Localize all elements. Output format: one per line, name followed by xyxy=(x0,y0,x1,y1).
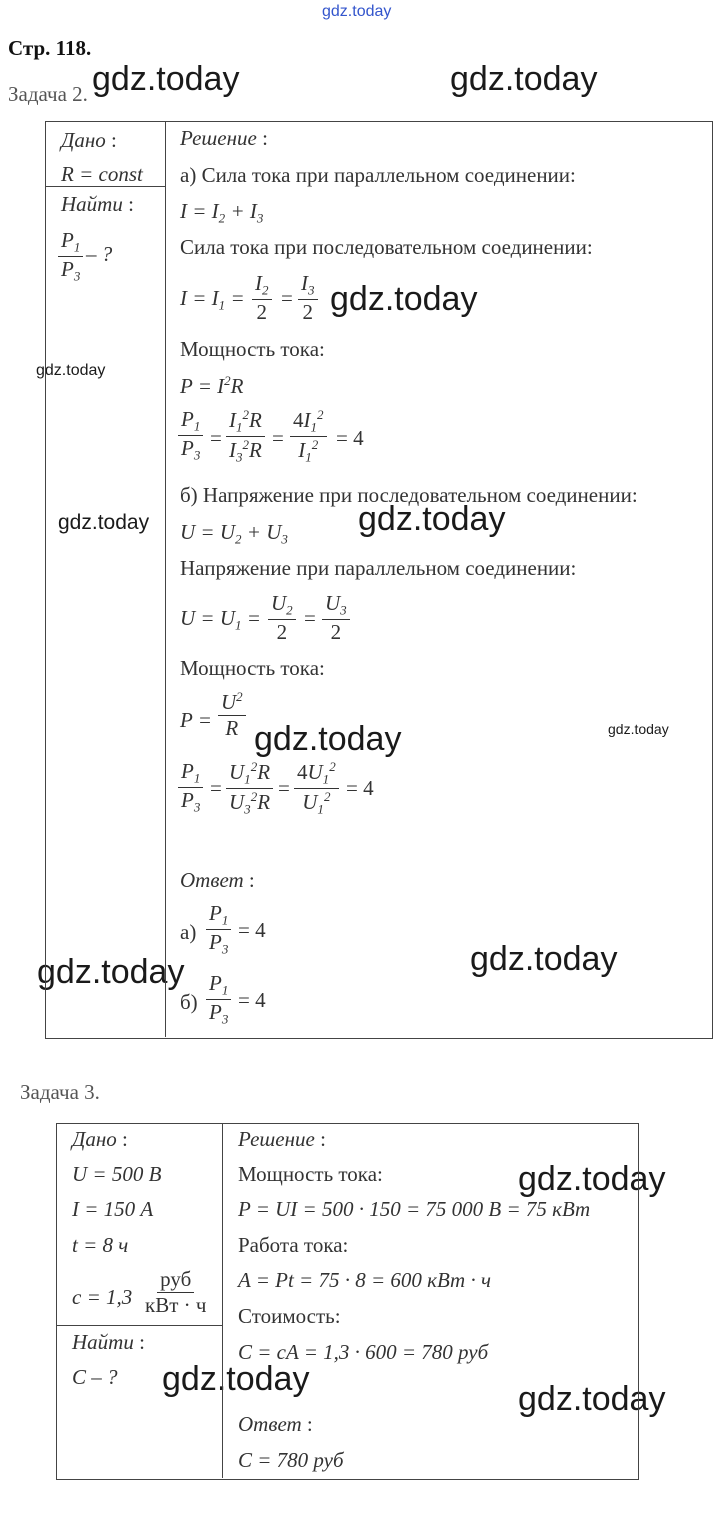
text-power: Мощность тока: xyxy=(180,337,325,361)
task3-work-formula: A = Pt = 75 · 8 = 600 кВт · ч xyxy=(238,1268,491,1292)
task3-find-label: Найти : xyxy=(72,1330,145,1354)
fraction-I-squared: $\frac{I_1^2R}{I_3^2R}$ xyxy=(226,408,265,464)
fraction-4I: $\frac{4I_1^2}{I_1^2}$ xyxy=(290,408,327,464)
given-U: U = 500 В xyxy=(72,1162,162,1186)
result-a: = 4 xyxy=(336,426,364,450)
watermark: gdz.today xyxy=(330,280,478,318)
fraction-P1-P3: $\frac{P_1}{P_3}$ xyxy=(178,408,203,463)
task3-given-label: Дано : xyxy=(72,1127,128,1151)
watermark: gdz.today xyxy=(470,940,618,978)
task3-cost-text: Стоимость: xyxy=(238,1304,341,1328)
watermark: gdz.today xyxy=(358,500,506,538)
equals: = xyxy=(210,776,222,800)
equals: = xyxy=(304,606,316,630)
formula-power-I: $P = I^2R$ xyxy=(180,373,244,398)
given-t: t = 8 ч xyxy=(72,1233,129,1257)
fraction-U-squared: $\frac{U_1^2R}{U_3^2R}$ xyxy=(226,760,273,816)
given-c-unit: руб кВт · ч xyxy=(145,1267,207,1318)
task3-cost-formula: C = cA = 1,3 · 600 = 780 руб xyxy=(238,1340,489,1364)
watermark-top: gdz.today xyxy=(322,3,392,20)
equals: = xyxy=(281,286,293,310)
text-power-2: Мощность тока: xyxy=(180,656,325,680)
task2-divider xyxy=(165,121,166,1037)
task3-power-text: Мощность тока: xyxy=(238,1162,383,1186)
formula-power-U: P = xyxy=(180,708,212,732)
fraction-U3: $\frac{U_3}{2}$ xyxy=(322,592,350,644)
watermark: gdz.today xyxy=(608,721,669,737)
equals: = xyxy=(272,426,284,450)
formula-current-series: $I = I_1$ = xyxy=(180,286,245,313)
task3-given-divider xyxy=(56,1325,222,1326)
formula-voltage-parallel: $U = U_1$ = xyxy=(180,606,261,633)
fraction-U2-R: $\frac{U^2}{R}$ xyxy=(218,690,246,740)
find-fraction: $\frac{P_1}{P_3}$ xyxy=(58,229,83,284)
find-label: Найти : xyxy=(61,192,134,216)
text-parallel-voltage: Напряжение при параллельном соединении: xyxy=(180,556,577,580)
text-series-current: Сила тока при последовательном соединении: xyxy=(180,235,593,259)
answer-a-label: а) xyxy=(180,920,197,944)
watermark: gdz.today xyxy=(36,362,106,379)
watermark: gdz.today xyxy=(518,1380,666,1418)
watermark: gdz.today xyxy=(254,720,402,758)
fraction-I2: $\frac{I_2}{2}$ xyxy=(252,272,272,324)
answer-b-label: б) xyxy=(180,990,198,1014)
task3-power-formula: P = UI = 500 · 150 = 75 000 В = 75 кВт xyxy=(238,1197,591,1221)
fraction-I3: $\frac{I_3}{2}$ xyxy=(298,272,318,324)
page-title: Стр. 118. xyxy=(8,36,92,60)
equals: = xyxy=(278,776,290,800)
result-b: = 4 xyxy=(346,776,374,800)
text-series-voltage: б) Напряжение при последовательном соединении: xyxy=(180,483,638,507)
text-parallel-current: а) Сила тока при параллельном соединении: xyxy=(180,163,576,187)
task2-title: Задача 2. xyxy=(8,82,88,106)
given-value: R = const xyxy=(61,162,143,186)
task3-solution-label: Решение : xyxy=(238,1127,326,1151)
answer-a-value: = 4 xyxy=(238,918,266,942)
answer-b-fraction: $\frac{P_1}{P_3}$ xyxy=(206,972,231,1027)
solution-label: Решение : xyxy=(180,126,268,150)
watermark: gdz.today xyxy=(37,953,185,991)
equals: = xyxy=(210,426,222,450)
given-label: Дано : xyxy=(61,128,117,152)
answer-b-value: = 4 xyxy=(238,988,266,1012)
fraction-U2: $\frac{U_2}{2}$ xyxy=(268,592,296,644)
fraction-4U: $\frac{4U_1^2}{U_1^2}$ xyxy=(294,760,339,816)
formula-voltage-series: $U = U_2 + U_3$ xyxy=(180,520,288,547)
given-c: c = 1,3 xyxy=(72,1285,133,1309)
given-I: I = 150 А xyxy=(72,1197,154,1221)
task3-answer: C = 780 руб xyxy=(238,1448,344,1472)
fraction-P1-P3-b: $\frac{P_1}{P_3}$ xyxy=(178,760,203,815)
answer-label: Ответ : xyxy=(180,868,255,892)
task3-divider xyxy=(222,1123,223,1478)
task3-answer-label: Ответ : xyxy=(238,1412,313,1436)
watermark: gdz.today xyxy=(162,1360,310,1398)
find-question: – ? xyxy=(86,242,113,266)
task3-title: Задача 3. xyxy=(20,1080,100,1104)
watermark: gdz.today xyxy=(58,511,150,534)
formula-current-parallel: $I = I_2 + I_3$ xyxy=(180,199,264,226)
watermark: gdz.today xyxy=(450,60,598,98)
task3-work-text: Работа тока: xyxy=(238,1233,349,1257)
answer-a-fraction: $\frac{P_1}{P_3}$ xyxy=(206,902,231,957)
watermark: gdz.today xyxy=(518,1160,666,1198)
find-C: C – ? xyxy=(72,1365,118,1389)
watermark: gdz.today xyxy=(92,60,240,98)
